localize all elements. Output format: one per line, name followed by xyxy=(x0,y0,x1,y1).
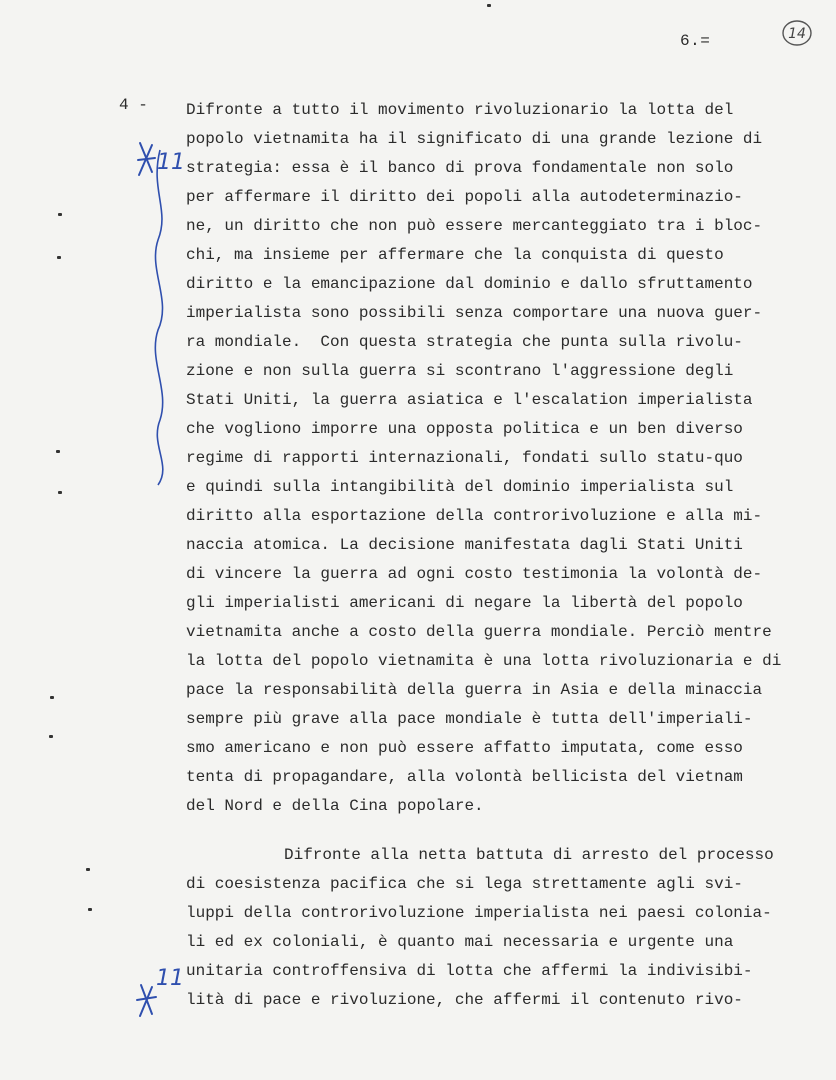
text-line: pace la responsabilità della guerra in Asia e della minaccia xyxy=(186,681,763,699)
margin-note-top: 11 xyxy=(157,150,185,175)
text-line: ra mondiale. Con questa strategia che punta sulla rivolu- xyxy=(186,333,743,351)
text-line: di vincere la guerra ad ogni costo testimonia la volontà de- xyxy=(186,565,763,583)
text-line: ne, un diritto che non può essere mercanteggiato tra i bloc- xyxy=(186,217,763,235)
text-line: luppi della controrivoluzione imperialista nei paesi colonia- xyxy=(186,904,772,922)
body-text xyxy=(186,96,806,1015)
text-line: li ed ex coloniali, è quanto mai necessaria e urgente una xyxy=(186,933,734,951)
text-line: che vogliono imporre una opposta politica e un ben diverso xyxy=(186,420,743,438)
archive-number-stamp xyxy=(780,18,814,48)
text-line: popolo vietnamita ha il significato di una grande lezione di xyxy=(186,130,763,148)
text-line: imperialista sono possibili senza comportare una nuova guer- xyxy=(186,304,763,322)
text-line: lità di pace e rivoluzione, che affermi il contenuto rivo- xyxy=(186,991,743,1009)
text-line: sempre più grave alla pace mondiale è tutta dell'imperiali- xyxy=(186,710,753,728)
margin-dot xyxy=(57,256,61,259)
text-line: smo americano e non può essere affatto imputata, come esso xyxy=(186,739,743,757)
margin-dot xyxy=(88,908,92,911)
text-line: diritto e la emancipazione dal dominio e dallo sfruttamento xyxy=(186,275,753,293)
text-line: diritto alla esportazione della controrivoluzione e alla mi- xyxy=(186,507,763,525)
margin-dot xyxy=(86,868,90,871)
text-line: del Nord e della Cina popolare. xyxy=(186,797,484,815)
text-line: zione e non sulla guerra si scontrano l'aggressione degli xyxy=(186,362,734,380)
text-line: strategia: essa è il banco di prova fondamentale non solo xyxy=(186,159,734,177)
text-line: Difronte a tutto il movimento rivoluzionario la lotta del xyxy=(186,101,734,119)
text-line: Difronte alla netta battuta di arresto del processo xyxy=(284,846,774,864)
margin-dot xyxy=(58,213,62,216)
margin-dot xyxy=(50,696,54,699)
margin-dot xyxy=(58,491,62,494)
text-line: regime di rapporti internazionali, fondati sullo statu-quo xyxy=(186,449,743,467)
margin-bracket-line xyxy=(155,150,162,485)
section-number: 4 - xyxy=(119,96,148,114)
margin-dot xyxy=(49,735,53,738)
text-line: unitaria controffensiva di lotta che affermi la indivisibi- xyxy=(186,962,753,980)
text-line: gli imperialisti americani di negare la libertà del popolo xyxy=(186,594,743,612)
margin-dot xyxy=(56,450,60,453)
text-line: vietnamita anche a costo della guerra mondiale. Perciò mentre xyxy=(186,623,772,641)
text-line: Stati Uniti, la guerra asiatica e l'escalation imperialista xyxy=(186,391,753,409)
text-line: naccia atomica. La decisione manifestata dagli Stati Uniti xyxy=(186,536,743,554)
archive-number-text: 14 xyxy=(788,26,806,42)
text-line: e quindi sulla intangibilità del dominio imperialista sul xyxy=(186,478,734,496)
text-line: di coesistenza pacifica che si lega strettamente agli svi- xyxy=(186,875,743,893)
margin-x-mark-bottom xyxy=(137,985,156,1016)
margin-note-bottom: 11 xyxy=(156,966,184,991)
paragraph-1 xyxy=(186,96,806,821)
margin-dot xyxy=(487,4,491,7)
text-line: la lotta del popolo vietnamita è una lotta rivoluzionaria e di xyxy=(186,652,782,670)
text-line: chi, ma insieme per affermare che la conquista di questo xyxy=(186,246,724,264)
margin-x-mark-top xyxy=(138,143,155,175)
paragraph-2 xyxy=(186,841,806,1015)
text-line: per affermare il diritto dei popoli alla autodeterminazio- xyxy=(186,188,743,206)
page-number: 6.= xyxy=(680,32,711,50)
text-line: tenta di propagandare, alla volontà bellicista del vietnam xyxy=(186,768,743,786)
